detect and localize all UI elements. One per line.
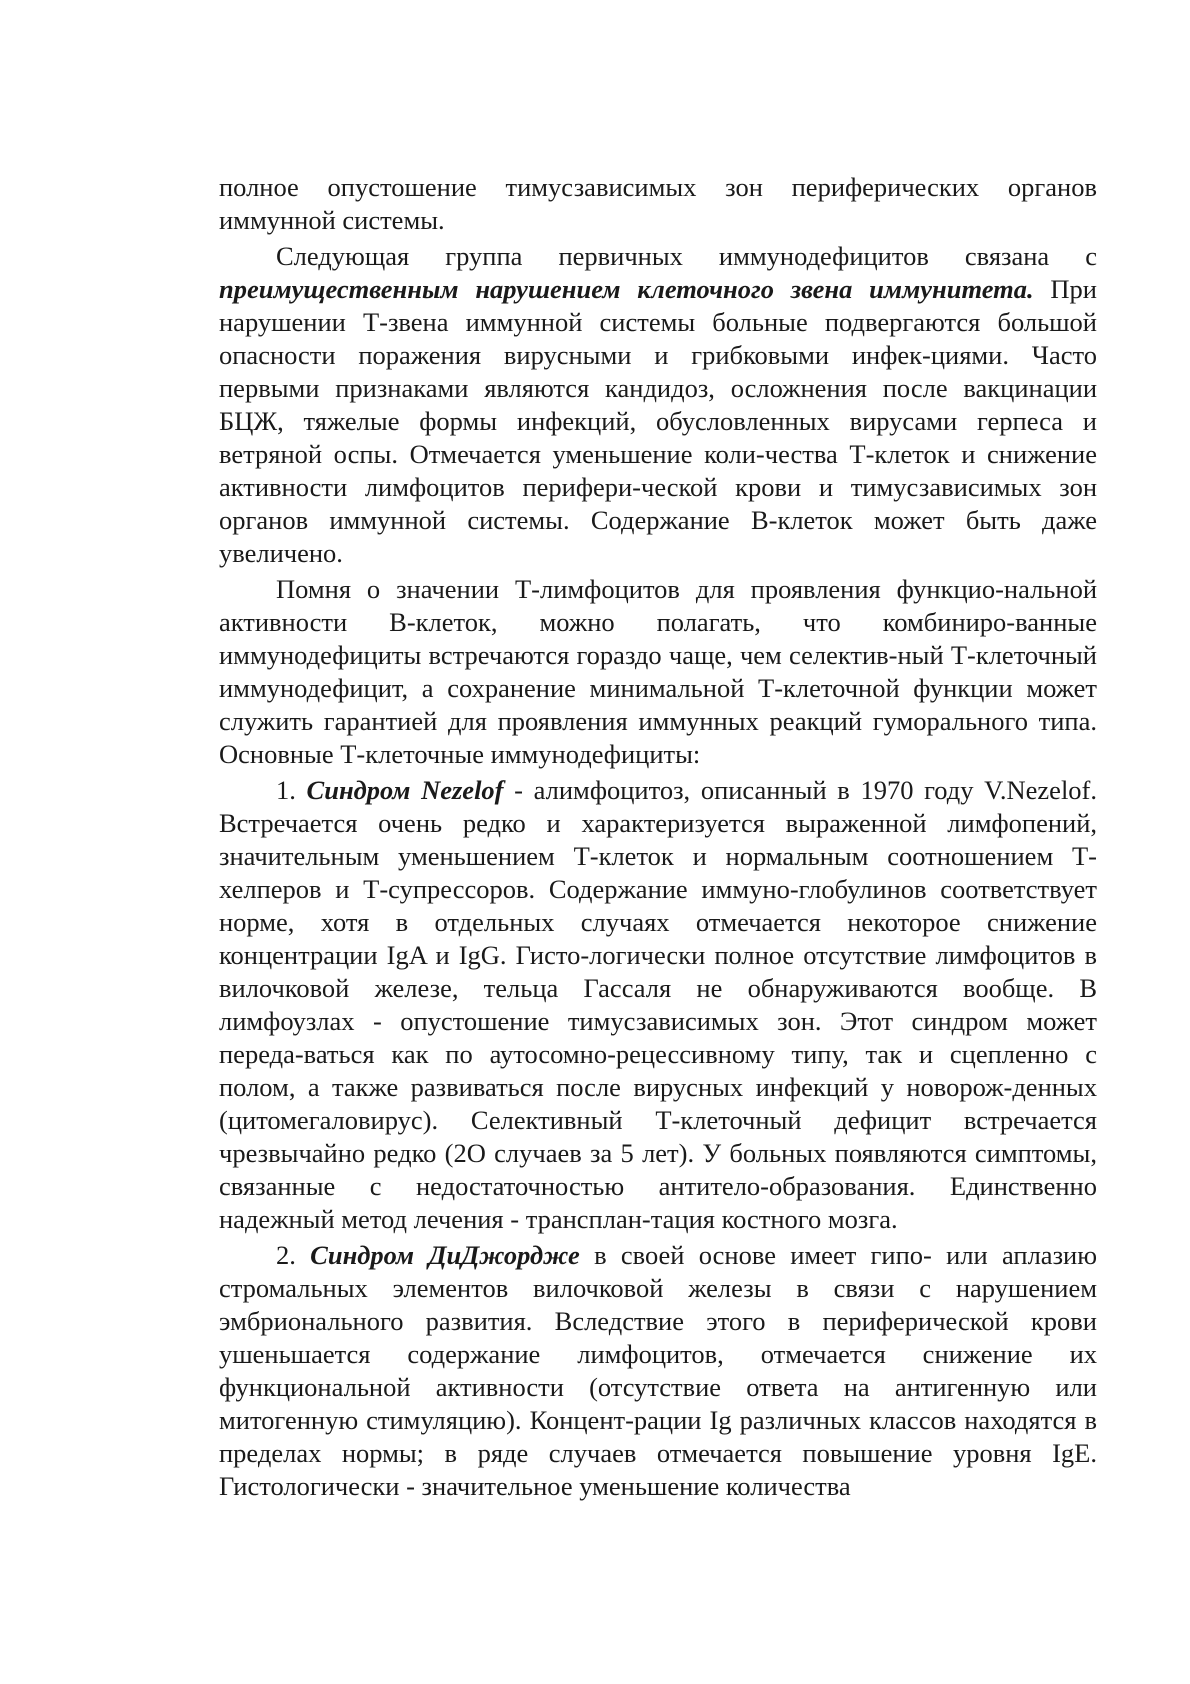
body-text: [219, 171, 1097, 1506]
list-number: 2.: [276, 1240, 311, 1270]
term-digeorge-syndrome: Синдром ДиДжордже: [310, 1240, 580, 1270]
paragraph-nezelof: [219, 774, 1097, 1236]
paragraph-2: [219, 240, 1097, 570]
list-number: 1.: [276, 775, 307, 805]
text-segment: полное опустошение тимусзависимых зон периферических органов иммунной системы.: [219, 172, 1097, 235]
text-segment: - алимфоцитоз, описанный в 1970 году V.Nezelof. Встречается очень редко и характеризуется выраженной лимфопений, значительным уменьшением Т-клеток и нормальным соотношением Т-хелперов и Т-супрессоров. Содержание иммуно-глобулинов соответствует норме, хотя в отдельных случаях отмечается некоторое снижение концентрации IgA и IgG. Гисто-логически полное отсутствие лимфоцитов в вилочковой железе, тельца Гассаля не обнаруживаются вообще. В лимфоузлах - опустошение тимусзависимых зон. Этот синдром может переда-ваться как по аутосомно-рецессивному типу, так и сцепленно с полом, а также развиваться после вирусных инфекций у новорож-денных (цитомегаловирус). Селективный Т-клеточный дефицит встречается чрезвычайно редко (2О случаев за 5 лет). У больных появляются симптомы, связанные с недостаточностью антитело-образования. Единственно надежный метод лечения - трансплан-тация костного мозга.: [219, 775, 1098, 1234]
paragraph-1: [219, 171, 1097, 237]
emphasis-cellular-immunity: преимущественным нарушением клеточного звена иммунитета.: [219, 274, 1034, 304]
text-segment: При нарушении Т-звена иммунной системы больные подвергаются большой опасности поражения вирусными и грибковыми инфек-циями. Часто первыми признаками являются кандидоз, осложнения после вакцинации БЦЖ, тяжелые формы инфекций, обусловленных вирусами герпеса и ветряной оспы. Отмечается уменьшение коли-чества Т-клеток и снижение активности лимфоцитов перифери-ческой крови и тимусзависимых зон органов иммунной системы. Содержание В-клеток может быть даже увеличено.: [219, 274, 1097, 568]
text-segment: Следующая группа первичных иммунодефицитов связана с: [276, 241, 1097, 271]
paragraph-3: [219, 573, 1097, 771]
text-segment: в своей основе имеет гипо- или аплазию стромальных элементов вилочковой железы в связи с нарушением эмбрионального развития. Вследствие этого в периферической крови ушеньшается содержание лимфоцитов, отмечается снижение их функциональной активности (отсутствие ответа на антигенную или митогенную стимуляцию). Концент-рации Ig различных классов находятся в пределах нормы; в ряде случаев отмечается повышение уровня IgE. Гистологически - значительное уменьшение количества: [219, 1240, 1098, 1501]
text-segment: Помня о значении Т-лимфоцитов для проявления функцио-нальной активности В-клеток, можно полагать, что комбиниро-ванные иммунодефициты встречаются гораздо чаще, чем селектив-ный Т-клеточный иммунодефицит, а сохранение минимальной Т-клеточной функции может служить гарантией для проявления иммунных реакций гуморального типа. Основные Т-клеточные иммунодефициты:: [219, 574, 1097, 769]
term-nezelof-syndrome: Синдром Nezelof: [306, 775, 504, 805]
paragraph-digeorge: [219, 1239, 1097, 1503]
